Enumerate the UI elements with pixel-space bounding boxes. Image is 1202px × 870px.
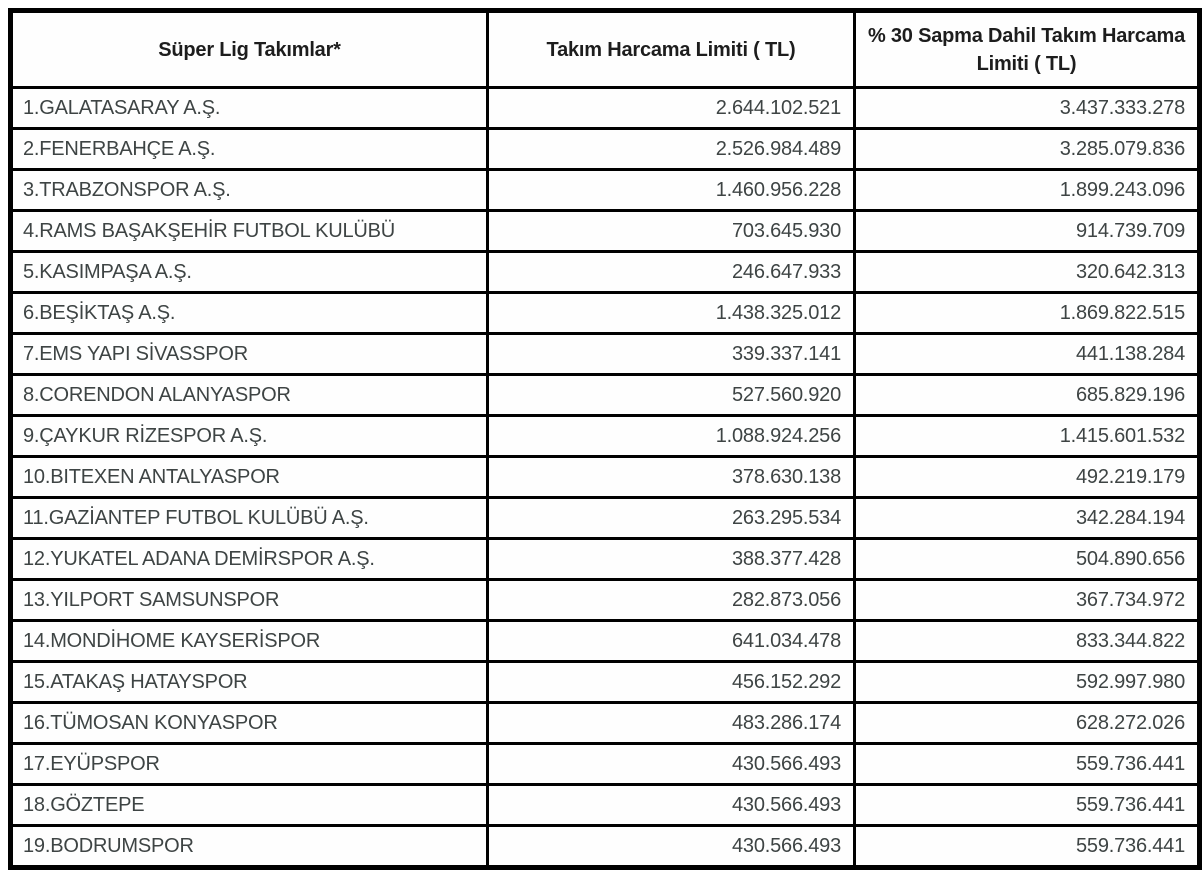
deviation-limit-cell: 3.437.333.278	[855, 88, 1200, 129]
spending-limit-cell: 430.566.493	[488, 826, 855, 868]
deviation-limit-cell: 1.415.601.532	[855, 416, 1200, 457]
spending-limit-cell: 378.630.138	[488, 457, 855, 498]
deviation-limit-cell: 504.890.656	[855, 539, 1200, 580]
deviation-limit-cell: 492.219.179	[855, 457, 1200, 498]
table-row	[11, 88, 1200, 129]
deviation-limit-cell: 833.344.822	[855, 621, 1200, 662]
table-row	[11, 170, 1200, 211]
table-row	[11, 744, 1200, 785]
spending-limit-cell: 263.295.534	[488, 498, 855, 539]
table-row	[11, 662, 1200, 703]
table-row	[11, 457, 1200, 498]
team-name-cell: 8.CORENDON ALANYASPOR	[11, 375, 488, 416]
deviation-limit-cell: 685.829.196	[855, 375, 1200, 416]
table-row	[11, 703, 1200, 744]
deviation-limit-cell: 441.138.284	[855, 334, 1200, 375]
team-name-cell: 6.BEŞİKTAŞ A.Ş.	[11, 293, 488, 334]
spending-limit-cell: 641.034.478	[488, 621, 855, 662]
deviation-limit-cell: 628.272.026	[855, 703, 1200, 744]
team-name-cell: 4.RAMS BAŞAKŞEHİR FUTBOL KULÜBÜ	[11, 211, 488, 252]
team-name-cell: 18.GÖZTEPE	[11, 785, 488, 826]
spending-limit-cell: 527.560.920	[488, 375, 855, 416]
deviation-limit-cell: 559.736.441	[855, 785, 1200, 826]
header-row	[11, 11, 1200, 88]
team-name-cell: 1.GALATASARAY A.Ş.	[11, 88, 488, 129]
table-row	[11, 129, 1200, 170]
deviation-limit-cell: 3.285.079.836	[855, 129, 1200, 170]
header-deviation-limit-column	[855, 11, 1200, 88]
spending-limit-cell: 2.644.102.521	[488, 88, 855, 129]
header-deviation-limit-label-line1: % 30 Sapma Dahil Takım Harcama	[867, 24, 1186, 47]
spending-limit-cell: 388.377.428	[488, 539, 855, 580]
spending-limit-cell: 1.460.956.228	[488, 170, 855, 211]
team-name-cell: 16.TÜMOSAN KONYASPOR	[11, 703, 488, 744]
header-teams-label: Süper Lig Takımlar*	[158, 38, 341, 61]
table-row	[11, 621, 1200, 662]
team-name-cell: 3.TRABZONSPOR A.Ş.	[11, 170, 488, 211]
table-body	[11, 88, 1200, 868]
spending-limit-cell: 430.566.493	[488, 744, 855, 785]
team-name-cell: 7.EMS YAPI SİVASSPOR	[11, 334, 488, 375]
table-row	[11, 826, 1200, 868]
team-name-cell: 12.YUKATEL ADANA DEMİRSPOR A.Ş.	[11, 539, 488, 580]
spending-limit-cell: 246.647.933	[488, 252, 855, 293]
table-row	[11, 252, 1200, 293]
deviation-limit-cell: 1.869.822.515	[855, 293, 1200, 334]
header-spending-limit-column	[488, 11, 855, 88]
spending-limit-cell: 430.566.493	[488, 785, 855, 826]
table-row	[11, 334, 1200, 375]
table-row	[11, 375, 1200, 416]
spending-limit-cell: 483.286.174	[488, 703, 855, 744]
deviation-limit-cell: 592.997.980	[855, 662, 1200, 703]
spending-limit-cell: 339.337.141	[488, 334, 855, 375]
table-row	[11, 293, 1200, 334]
team-name-cell: 19.BODRUMSPOR	[11, 826, 488, 868]
table-row	[11, 785, 1200, 826]
spending-limit-cell: 456.152.292	[488, 662, 855, 703]
deviation-limit-cell: 342.284.194	[855, 498, 1200, 539]
team-name-cell: 11.GAZİANTEP FUTBOL KULÜBÜ A.Ş.	[11, 498, 488, 539]
deviation-limit-cell: 320.642.313	[855, 252, 1200, 293]
spending-limits-table	[8, 8, 1202, 870]
team-name-cell: 9.ÇAYKUR RİZESPOR A.Ş.	[11, 416, 488, 457]
deviation-limit-cell: 559.736.441	[855, 826, 1200, 868]
header-spending-limit-label: Takım Harcama Limiti ( TL)	[546, 38, 796, 61]
team-name-cell: 15.ATAKAŞ HATAYSPOR	[11, 662, 488, 703]
team-name-cell: 2.FENERBAHÇE A.Ş.	[11, 129, 488, 170]
spending-limit-cell: 2.526.984.489	[488, 129, 855, 170]
header-deviation-limit-label-line2: Limiti ( TL)	[976, 52, 1077, 75]
deviation-limit-cell: 367.734.972	[855, 580, 1200, 621]
table-row	[11, 539, 1200, 580]
deviation-limit-cell: 559.736.441	[855, 744, 1200, 785]
header-teams-column	[11, 11, 488, 88]
deviation-limit-cell: 1.899.243.096	[855, 170, 1200, 211]
spending-limit-cell: 703.645.930	[488, 211, 855, 252]
team-name-cell: 5.KASIMPAŞA A.Ş.	[11, 252, 488, 293]
spending-limit-cell: 1.438.325.012	[488, 293, 855, 334]
spending-limit-cell: 1.088.924.256	[488, 416, 855, 457]
team-name-cell: 17.EYÜPSPOR	[11, 744, 488, 785]
table-row	[11, 580, 1200, 621]
team-name-cell: 14.MONDİHOME KAYSERİSPOR	[11, 621, 488, 662]
table-row	[11, 416, 1200, 457]
deviation-limit-cell: 914.739.709	[855, 211, 1200, 252]
table-row	[11, 498, 1200, 539]
table-row	[11, 211, 1200, 252]
spending-limit-cell: 282.873.056	[488, 580, 855, 621]
team-name-cell: 10.BITEXEN ANTALYASPOR	[11, 457, 488, 498]
team-name-cell: 13.YILPORT SAMSUNSPOR	[11, 580, 488, 621]
